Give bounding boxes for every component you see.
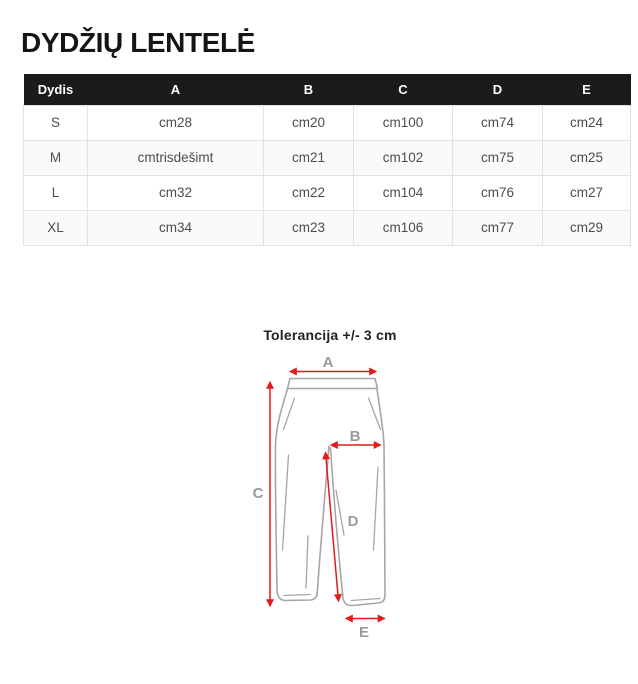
value-cell-d: cm77: [453, 210, 543, 245]
table-row-s: [24, 105, 631, 140]
pants-left-hem-line: [284, 595, 310, 596]
column-header-b: B: [264, 74, 354, 105]
value-cell-d: cm74: [453, 105, 543, 140]
pants-crease-line: [283, 455, 289, 550]
value-cell-d: cm75: [453, 140, 543, 175]
column-header-e: E: [543, 74, 631, 105]
pants-outline: [275, 379, 385, 606]
dimension-label-d: D: [347, 513, 359, 530]
column-header-c: C: [354, 74, 453, 105]
table-row-l: [24, 175, 631, 210]
pants-left-leg-outline: [275, 389, 317, 601]
pants-left-pocket-line: [284, 398, 295, 430]
value-cell-c: cm100: [354, 105, 453, 140]
dimension-label-e: E: [358, 624, 370, 641]
size-table-header: [24, 74, 631, 105]
value-cell-a: cmtrisdešimt: [88, 140, 264, 175]
size-table: [23, 74, 631, 246]
size-cell: XL: [24, 210, 88, 245]
column-header-dydis: Dydis: [24, 74, 88, 105]
dimension-label-c: C: [252, 485, 264, 502]
dimension-arrows: [270, 372, 385, 619]
value-cell-a: cm28: [88, 105, 264, 140]
pants-crease-line: [374, 467, 379, 550]
pants-right-hem-line: [351, 599, 380, 601]
value-cell-a: cm32: [88, 175, 264, 210]
value-cell-b: cm22: [264, 175, 354, 210]
pants-crease-line: [306, 536, 308, 588]
value-cell-b: cm20: [264, 105, 354, 140]
pants-measurement-diagram: [245, 350, 420, 650]
table-row-m: [24, 140, 631, 175]
value-cell-c: cm102: [354, 140, 453, 175]
value-cell-e: cm29: [543, 210, 631, 245]
table-row-xl: [24, 210, 631, 245]
value-cell-b: cm21: [264, 140, 354, 175]
size-cell: L: [24, 175, 88, 210]
value-cell-c: cm104: [354, 175, 453, 210]
tolerance-note: Tolerancija +/- 3 cm: [263, 327, 397, 343]
pants-right-outer-seam: [377, 389, 385, 594]
size-cell: M: [24, 140, 88, 175]
value-cell-c: cm106: [354, 210, 453, 245]
pants-waistband: [288, 379, 378, 389]
column-header-a: A: [88, 74, 264, 105]
value-cell-b: cm23: [264, 210, 354, 245]
value-cell-a: cm34: [88, 210, 264, 245]
dimension-label-a: A: [322, 354, 334, 371]
value-cell-d: cm76: [453, 175, 543, 210]
dimension-label-b: B: [349, 428, 361, 445]
size-table-body: [24, 105, 631, 245]
value-cell-e: cm24: [543, 105, 631, 140]
header-row: [24, 74, 631, 105]
page-title: DYDŽIŲ LENTELĖ: [21, 26, 255, 58]
column-header-d: D: [453, 74, 543, 105]
value-cell-e: cm27: [543, 175, 631, 210]
value-cell-e: cm25: [543, 140, 631, 175]
size-cell: S: [24, 105, 88, 140]
